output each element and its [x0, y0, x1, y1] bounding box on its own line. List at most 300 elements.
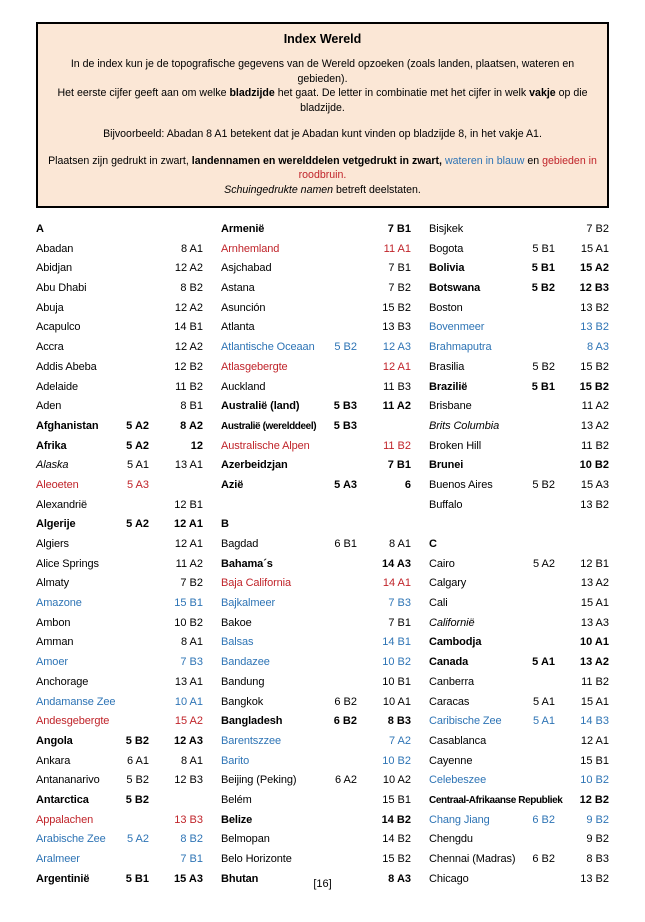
entry-overview-ref: 5 A2	[532, 557, 555, 570]
index-entry-row	[429, 240, 609, 260]
entry-overview-ref: 5 B2	[334, 341, 357, 354]
entry-overview-ref: 6 B2	[532, 853, 555, 865]
entry-name: Australië (werelddeel)	[221, 420, 317, 432]
entry-name: Bangladesh	[221, 715, 283, 728]
index-entry-row	[221, 299, 411, 319]
entry-name: Caribische Zee	[429, 715, 502, 728]
explanation-text-bold: vakje	[529, 87, 556, 99]
index-entry-row	[429, 318, 609, 338]
entry-name: Bagdad	[221, 538, 259, 550]
entry-detail-ref: 15 A1	[580, 695, 609, 708]
entry-detail-ref: 15 B2	[580, 360, 609, 373]
index-entry-row	[36, 791, 203, 811]
entry-name: Asunción	[221, 301, 266, 314]
entry-detail-ref: 13 A2	[580, 577, 609, 590]
entry-detail-ref: 8 A1	[180, 754, 203, 767]
entry-detail-ref: 7 B1	[388, 262, 411, 275]
entry-name: Canberra	[429, 675, 475, 688]
entry-detail-ref: 13 A2	[580, 656, 609, 669]
index-entry-row	[36, 456, 203, 476]
index-entry-row	[36, 693, 203, 713]
entry-name: Atlasgebergte	[221, 360, 288, 373]
entry-name: Balsas	[221, 636, 254, 649]
index-entry-row	[221, 220, 411, 240]
entry-overview-ref: 6 B2	[334, 695, 357, 708]
index-entry-row	[429, 791, 609, 811]
index-entry-row	[221, 476, 411, 496]
entry-name: Ankara	[36, 754, 71, 767]
entry-name: Adelaide	[36, 380, 79, 393]
entry-overview-ref: 6 A2	[334, 774, 357, 787]
entry-overview-ref: 5 B1	[531, 262, 555, 275]
entry-name: Anchorage	[36, 675, 89, 688]
entry-name: Algiers	[36, 538, 69, 550]
entry-detail-ref: 15 B2	[382, 853, 411, 865]
entry-detail-ref: 12 A1	[174, 518, 203, 531]
entry-overview-ref: 5 A2	[126, 439, 149, 452]
entry-detail-ref: 7 B3	[388, 597, 411, 610]
entry-overview-ref: 5 B2	[532, 360, 555, 373]
index-entry-row	[429, 378, 609, 398]
entry-name: Atlanta	[221, 321, 255, 334]
example-text: Bijvoorbeeld: Abadan 8 A1 betekent dat je Abadan kunt vinden op bladzijde 8, in het vakje A1.	[103, 128, 542, 140]
index-entry-row	[429, 259, 609, 279]
entry-detail-ref: 12 B3	[579, 282, 609, 295]
entry-detail-ref: 13 B2	[580, 872, 609, 885]
entry-overview-ref: 5 B1	[531, 380, 555, 393]
index-entry-row	[36, 752, 203, 772]
entry-name: Abuja	[36, 301, 64, 314]
index-entry-row	[36, 259, 203, 279]
index-entry-row	[429, 338, 609, 358]
entry-detail-ref: 11 B2	[175, 380, 203, 393]
entry-overview-ref: 5 B2	[125, 793, 149, 806]
entry-detail-ref: 12 B1	[580, 557, 609, 570]
index-entry-row	[221, 712, 411, 732]
page-title: Index Wereld	[283, 32, 362, 46]
entry-detail-ref: 7 B2	[388, 282, 411, 295]
index-entry-row	[429, 358, 609, 378]
index-column	[429, 220, 609, 889]
entry-name: Afrika	[36, 439, 67, 452]
index-entry-row	[429, 830, 609, 850]
index-entry-row	[36, 417, 203, 437]
entry-detail-ref: 8 B3	[387, 715, 411, 728]
entry-name: Bangkok	[221, 695, 264, 708]
entry-overview-ref: 5 A3	[126, 478, 149, 491]
entry-name: Buenos Aires	[429, 478, 493, 491]
index-entry-row	[429, 496, 609, 516]
entry-detail-ref: 11 B2	[581, 439, 609, 452]
entry-name: Abidjan	[36, 262, 72, 275]
entry-name: Aleoeten	[36, 478, 79, 491]
index-entry-row	[429, 771, 609, 791]
index-entry-row	[36, 594, 203, 614]
index-entry-row	[429, 299, 609, 319]
entry-name: Boston	[429, 301, 463, 314]
index-entry-row	[429, 417, 609, 437]
index-entry-row	[221, 358, 411, 378]
entry-detail-ref: 12 A1	[382, 360, 411, 373]
index-entry-row	[36, 633, 203, 653]
entry-detail-ref: 12 A2	[174, 301, 203, 314]
index-entry-row	[36, 318, 203, 338]
entry-name: Alaska	[36, 459, 69, 472]
entry-detail-ref: 12 B3	[174, 774, 203, 787]
entry-name: Californië	[429, 616, 475, 629]
entry-overview-ref: 5 A2	[126, 419, 149, 432]
entry-detail-ref: 7 B1	[387, 459, 411, 472]
entry-detail-ref: 14 A1	[382, 577, 411, 590]
index-entry-row	[429, 476, 609, 496]
entry-name: Belém	[221, 793, 252, 806]
entry-detail-ref: 12 A3	[174, 734, 203, 747]
entry-name: Abadan	[36, 242, 74, 255]
index-entry-row	[429, 220, 609, 240]
entry-name: Arnhemland	[221, 242, 280, 255]
index-entry-row	[36, 338, 203, 358]
index-entry-row	[36, 673, 203, 693]
entry-detail-ref: 7 B1	[387, 223, 411, 235]
entry-name: Arabische Zee	[36, 833, 106, 846]
entry-name: Andamanse Zee	[36, 695, 116, 708]
entry-name: Chennai (Madras)	[429, 853, 516, 865]
entry-detail-ref: 14 A3	[382, 557, 411, 570]
entry-detail-ref: 15 A3	[174, 872, 203, 885]
entry-detail-ref: 10 A2	[382, 774, 411, 787]
index-entry-row	[36, 299, 203, 319]
entry-name: Chang Jiang	[429, 813, 490, 826]
explanation-text: het gaat. De letter in combinatie met het cijfer in welk	[274, 87, 530, 99]
entry-detail-ref: 12 A2	[174, 262, 203, 275]
entry-name: Armenië	[221, 223, 265, 235]
entry-name: Bajkalmeer	[221, 597, 276, 610]
index-entry-row	[429, 437, 609, 457]
entry-detail-ref: 6	[404, 478, 411, 491]
entry-detail-ref: 13 B3	[382, 321, 411, 334]
entry-detail-ref: 7 B2	[180, 577, 203, 590]
index-column	[221, 220, 411, 889]
entry-name: Antarctica	[36, 793, 89, 806]
index-grid	[36, 220, 609, 889]
index-entry-row	[429, 850, 609, 870]
explanation-line-1	[48, 57, 597, 86]
entry-detail-ref: 13 A1	[174, 675, 203, 688]
index-column	[36, 220, 203, 889]
entry-name: Chengdu	[429, 833, 473, 846]
index-entry-row	[221, 279, 411, 299]
entry-detail-ref: 12 B2	[579, 793, 609, 806]
index-entry-row	[221, 653, 411, 673]
entry-detail-ref: 8 A1	[180, 636, 203, 649]
entry-overview-ref: 5 A1	[532, 695, 555, 708]
entry-name: Australische Alpen	[221, 439, 310, 452]
entry-detail-ref: 7 B2	[586, 223, 609, 235]
entry-name: Casablanca	[429, 734, 487, 747]
entry-name: Astana	[221, 282, 255, 295]
index-entry-row	[36, 515, 203, 535]
index-entry-row	[221, 732, 411, 752]
index-entry-row	[429, 673, 609, 693]
entry-name: Bovenmeer	[429, 321, 485, 334]
entry-detail-ref: 13 A3	[580, 616, 609, 629]
section-header-row	[429, 535, 609, 555]
entry-detail-ref: 12	[190, 439, 203, 452]
entry-name: Cairo	[429, 557, 455, 570]
entry-name: Amoer	[36, 656, 68, 669]
entry-overview-ref: 5 B1	[532, 242, 555, 255]
entry-name: Brunei	[429, 459, 464, 472]
entry-detail-ref: 7 A2	[388, 734, 411, 747]
entry-name: Centraal-Afrikaanse Republiek	[429, 794, 563, 806]
entry-overview-ref: 5 B3	[333, 400, 357, 413]
index-entry-row	[221, 378, 411, 398]
entry-detail-ref: 12 B2	[174, 360, 203, 373]
entry-detail-ref: 10 A1	[382, 695, 411, 708]
entry-name: Caracas	[429, 695, 470, 708]
entry-detail-ref: 10 B2	[174, 616, 203, 629]
entry-name: Bakoe	[221, 616, 252, 629]
entry-overview-ref: 5 A2	[126, 518, 149, 531]
entry-detail-ref: 13 B2	[580, 301, 609, 314]
index-entry-row	[36, 358, 203, 378]
entry-detail-ref: 10 B2	[382, 656, 411, 669]
index-entry-row	[221, 259, 411, 279]
spacer	[48, 142, 597, 154]
index-entry-row	[429, 555, 609, 575]
entry-name: Accra	[36, 341, 64, 354]
entry-detail-ref: 7 B3	[180, 656, 203, 669]
index-entry-row	[429, 811, 609, 831]
index-entry-row	[221, 752, 411, 772]
entry-detail-ref: 8 A3	[586, 341, 609, 354]
entry-overview-ref: 5 B2	[126, 774, 149, 787]
entry-name: C	[429, 538, 437, 550]
entry-overview-ref: 5 B2	[125, 734, 149, 747]
entry-name: Acapulco	[36, 321, 81, 334]
blank-row	[221, 496, 411, 516]
entry-overview-ref: 5 B2	[531, 282, 555, 295]
entry-detail-ref: 11 A1	[383, 242, 411, 255]
index-entry-row	[36, 496, 203, 516]
index-entry-row	[36, 830, 203, 850]
index-entry-row	[221, 693, 411, 713]
index-entry-row	[221, 338, 411, 358]
entry-name: Belo Horizonte	[221, 853, 292, 865]
legend-line	[48, 154, 597, 183]
section-header-row	[36, 220, 203, 240]
entry-name: Bhutan	[221, 872, 259, 885]
entry-detail-ref: 15 B1	[382, 793, 411, 806]
entry-name: Andesgebergte	[36, 715, 110, 728]
entry-overview-ref: 6 B2	[532, 813, 555, 826]
entry-detail-ref: 9 B2	[586, 813, 609, 826]
entry-detail-ref: 9 B2	[586, 833, 609, 846]
entry-name: Bahama´s	[221, 557, 273, 570]
index-entry-row	[221, 673, 411, 693]
index-entry-row	[429, 594, 609, 614]
entry-name: A	[36, 223, 44, 235]
entry-overview-ref: 6 A1	[126, 754, 149, 767]
index-entry-row	[429, 397, 609, 417]
entry-detail-ref: 15 A2	[174, 715, 203, 728]
index-entry-row	[36, 574, 203, 594]
entry-name: Auckland	[221, 380, 266, 393]
entry-overview-ref: 6 B1	[334, 538, 357, 550]
entry-name: Buffalo	[429, 498, 463, 511]
page	[0, 22, 645, 922]
index-entry-row	[36, 279, 203, 299]
index-entry-row	[221, 555, 411, 575]
index-entry-row	[36, 712, 203, 732]
entry-overview-ref: 5 B2	[532, 478, 555, 491]
index-entry-row	[221, 456, 411, 476]
legend-line-states	[48, 183, 597, 198]
entry-name: Azerbeidzjan	[221, 459, 288, 472]
entry-detail-ref: 8 B2	[180, 833, 203, 846]
entry-detail-ref: 12 B1	[174, 498, 203, 511]
entry-detail-ref: 11 A2	[581, 400, 609, 413]
entry-name: Amman	[36, 636, 74, 649]
index-entry-row	[221, 830, 411, 850]
entry-name: B	[221, 518, 229, 531]
entry-detail-ref: 11 B3	[383, 380, 411, 393]
entry-name: Brazilië	[429, 380, 468, 393]
entry-name: Aden	[36, 400, 62, 413]
entry-detail-ref: 10 A1	[174, 695, 203, 708]
entry-overview-ref: 6 B2	[333, 715, 357, 728]
entry-detail-ref: 12 A2	[174, 341, 203, 354]
entry-name: Celebeszee	[429, 774, 487, 787]
entry-name: Atlantische Oceaan	[221, 341, 315, 354]
entry-detail-ref: 10 B2	[382, 754, 411, 767]
index-entry-row	[221, 437, 411, 457]
entry-detail-ref: 8 A1	[180, 242, 203, 255]
index-entry-row	[429, 279, 609, 299]
entry-detail-ref: 10 B1	[382, 675, 411, 688]
index-entry-row	[429, 633, 609, 653]
index-entry-row	[221, 318, 411, 338]
legend-text-bold: landennamen en werelddelen vetgedrukt in zwart,	[191, 154, 442, 167]
entry-name: Bandazee	[221, 656, 270, 669]
entry-name: Argentinië	[36, 872, 90, 885]
entry-name: Appalachen	[36, 813, 94, 826]
entry-name: Calgary	[429, 577, 467, 590]
legend-text: betreft deelstaten.	[333, 183, 421, 196]
entry-overview-ref: 5 A1	[126, 459, 149, 472]
explanation-text: In de index kun je de topografische gegevens van de Wereld opzoeken (zoals landen, plaatsen, wateren en gebieden).	[70, 58, 575, 85]
entry-detail-ref: 7 B1	[388, 616, 411, 629]
entry-detail-ref: 15 B2	[382, 301, 411, 314]
entry-detail-ref: 15 B2	[579, 380, 609, 393]
explanation-text-bold: bladzijde	[229, 87, 275, 99]
entry-name: Australië (land)	[221, 400, 300, 413]
entry-name: Asjchabad	[221, 262, 272, 275]
index-entry-row	[36, 535, 203, 555]
index-entry-row	[221, 771, 411, 791]
entry-detail-ref: 15 B1	[174, 597, 203, 610]
entry-detail-ref: 13 A2	[580, 419, 609, 432]
entry-name: Cambodja	[429, 636, 482, 649]
entry-name: Barito	[221, 754, 250, 767]
index-entry-row	[221, 614, 411, 634]
section-header-row	[221, 515, 411, 535]
legend-text: Plaatsen zijn gedrukt in zwart,	[48, 154, 192, 167]
index-entry-row	[221, 791, 411, 811]
index-entry-row	[36, 240, 203, 260]
entry-name: Brits Columbia	[429, 419, 500, 432]
entry-overview-ref: 5 B1	[125, 872, 149, 885]
index-entry-row	[36, 437, 203, 457]
spacer	[48, 115, 597, 127]
entry-name: Alexandrië	[36, 498, 87, 511]
index-entry-row	[429, 653, 609, 673]
entry-name: Belize	[221, 813, 253, 826]
entry-detail-ref: 12 A1	[580, 734, 609, 747]
entry-detail-ref: 15 A1	[580, 597, 609, 610]
index-entry-row	[221, 240, 411, 260]
entry-name: Ambon	[36, 616, 71, 629]
index-entry-row	[36, 397, 203, 417]
entry-name: Azië	[221, 478, 244, 491]
entry-detail-ref: 12 A1	[174, 538, 203, 550]
entry-name: Almaty	[36, 577, 70, 590]
entry-detail-ref: 13 A1	[174, 459, 203, 472]
explanation-line-2	[48, 86, 597, 115]
entry-name: Bogota	[429, 242, 464, 255]
index-entry-row	[429, 574, 609, 594]
legend-text-italic: Schuingedrukte namen	[224, 183, 334, 196]
entry-name: Amazone	[36, 597, 82, 610]
entry-detail-ref: 11 B2	[581, 675, 609, 688]
index-entry-row	[429, 614, 609, 634]
entry-detail-ref: 7 B1	[180, 853, 203, 865]
entry-name: Angola	[36, 734, 73, 747]
entry-name: Baja California	[221, 577, 292, 590]
index-entry-row	[221, 397, 411, 417]
index-entry-row	[36, 378, 203, 398]
entry-name: Addis Abeba	[36, 360, 97, 373]
entry-detail-ref: 8 B2	[180, 282, 203, 295]
index-entry-row	[221, 850, 411, 870]
entry-overview-ref: 5 A1	[532, 656, 555, 669]
entry-name: Brasilia	[429, 360, 465, 373]
index-entry-row	[36, 732, 203, 752]
entry-detail-ref: 12 A3	[382, 341, 411, 354]
example-line	[48, 127, 597, 142]
blank-row	[429, 515, 609, 535]
entry-detail-ref: 15 A1	[580, 242, 609, 255]
entry-name: Aralmeer	[36, 853, 80, 865]
legend-text-region: gebieden in roodbruin.	[298, 154, 597, 181]
entry-name: Abu Dhabi	[36, 282, 87, 295]
entry-name: Alice Springs	[36, 557, 99, 570]
entry-detail-ref: 11 B2	[383, 439, 411, 452]
entry-name: Brahmaputra	[429, 341, 492, 354]
index-entry-row	[429, 712, 609, 732]
entry-detail-ref: 8 B3	[586, 853, 609, 865]
entry-detail-ref: 13 B2	[580, 321, 609, 334]
index-entry-row	[429, 456, 609, 476]
entry-name: Cali	[429, 597, 448, 610]
entry-overview-ref: 5 A1	[532, 715, 555, 728]
index-entry-row	[221, 574, 411, 594]
entry-detail-ref: 13 B3	[174, 813, 203, 826]
entry-detail-ref: 14 B1	[382, 636, 411, 649]
entry-detail-ref: 10 B2	[579, 459, 609, 472]
index-entry-row	[221, 535, 411, 555]
entry-name: Cayenne	[429, 754, 473, 767]
